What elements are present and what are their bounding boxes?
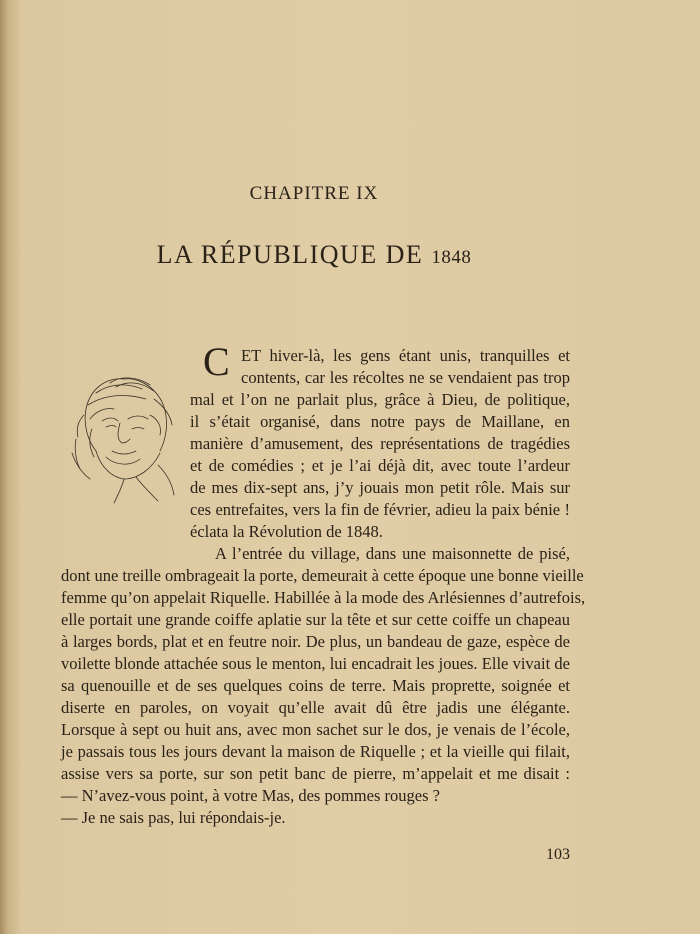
chapter-title-text: LA RÉPUBLIQUE DE <box>156 240 424 269</box>
text-line: et de comédies ; et je l’ai déjà dit, avec toute l’ardeur <box>190 456 570 475</box>
text-line: à larges bords, plat et en feutre noir. De plus, un bandeau de gaze, espèce de <box>61 632 570 651</box>
text-line: femme qu’on appelait Riquelle. Habillée à la mode des Arlésiennes d’autrefois, <box>61 588 586 607</box>
text-line: assise vers sa porte, sur son petit banc de pierre, m’appelait et me disait : <box>61 764 570 783</box>
text-line: voilette blonde attachée sous le menton, lui encadrait les joues. Elle vivait de <box>61 654 570 673</box>
text-line: dont une treille ombrageait la porte, demeurait à cette époque une bonne vieille <box>61 566 584 585</box>
chapter-title-year: 1848 <box>431 247 472 268</box>
text-line: contents, car les récoltes ne se vendaient pas trop <box>241 368 570 387</box>
text-line: mal et l’on ne parlait plus, grâce à Dieu, de politique, <box>190 390 570 409</box>
text-line: elle portait une grande coiffe aplatie sur la tête et sur cette coiffe un chapeau <box>61 610 570 629</box>
text-line: ET hiver-là, les gens étant unis, tranquilles et <box>241 346 570 365</box>
text-line: manière d’amusement, des représentations de tragédies <box>190 434 570 453</box>
text-line: sa quenouille et de ses quelques coins de terre. Mais proprette, soignée et <box>61 676 570 695</box>
text-line: de mes dix-sept ans, j’y jouais mon petit rôle. Mais sur <box>190 478 570 497</box>
drop-cap-letter: C <box>203 339 230 384</box>
dialogue-line: — N’avez-vous point, à votre Mas, des pommes rouges ? <box>61 786 440 805</box>
text-line: diserte en paroles, on voyait qu’elle avait dû être jadis une élégante. <box>61 698 570 717</box>
text-line: je passais tous les jours devant la maison de Riquelle ; et la vieille qui filait, <box>61 742 570 761</box>
text-line: éclata la Révolution de 1848. <box>190 522 383 541</box>
chapter-title <box>0 240 628 270</box>
chapter-heading: CHAPITRE IX <box>249 183 379 204</box>
dialogue-line: — Je ne sais pas, lui répondais-je. <box>61 808 286 827</box>
text-line: A l’entrée du village, dans une maisonnette de pisé, <box>215 544 570 563</box>
text-line: il s’était organisé, dans notre pays de Maillane, en <box>190 412 570 431</box>
portrait-sketch-illustration <box>66 369 182 511</box>
text-line: Lorsque à sept ou huit ans, avec mon sachet sur le dos, je venais de l’école, <box>61 720 570 739</box>
text-line: ces entrefaites, vers la fin de février, adieu la paix bénie ! <box>190 500 570 519</box>
page-number: 103 <box>546 846 570 863</box>
